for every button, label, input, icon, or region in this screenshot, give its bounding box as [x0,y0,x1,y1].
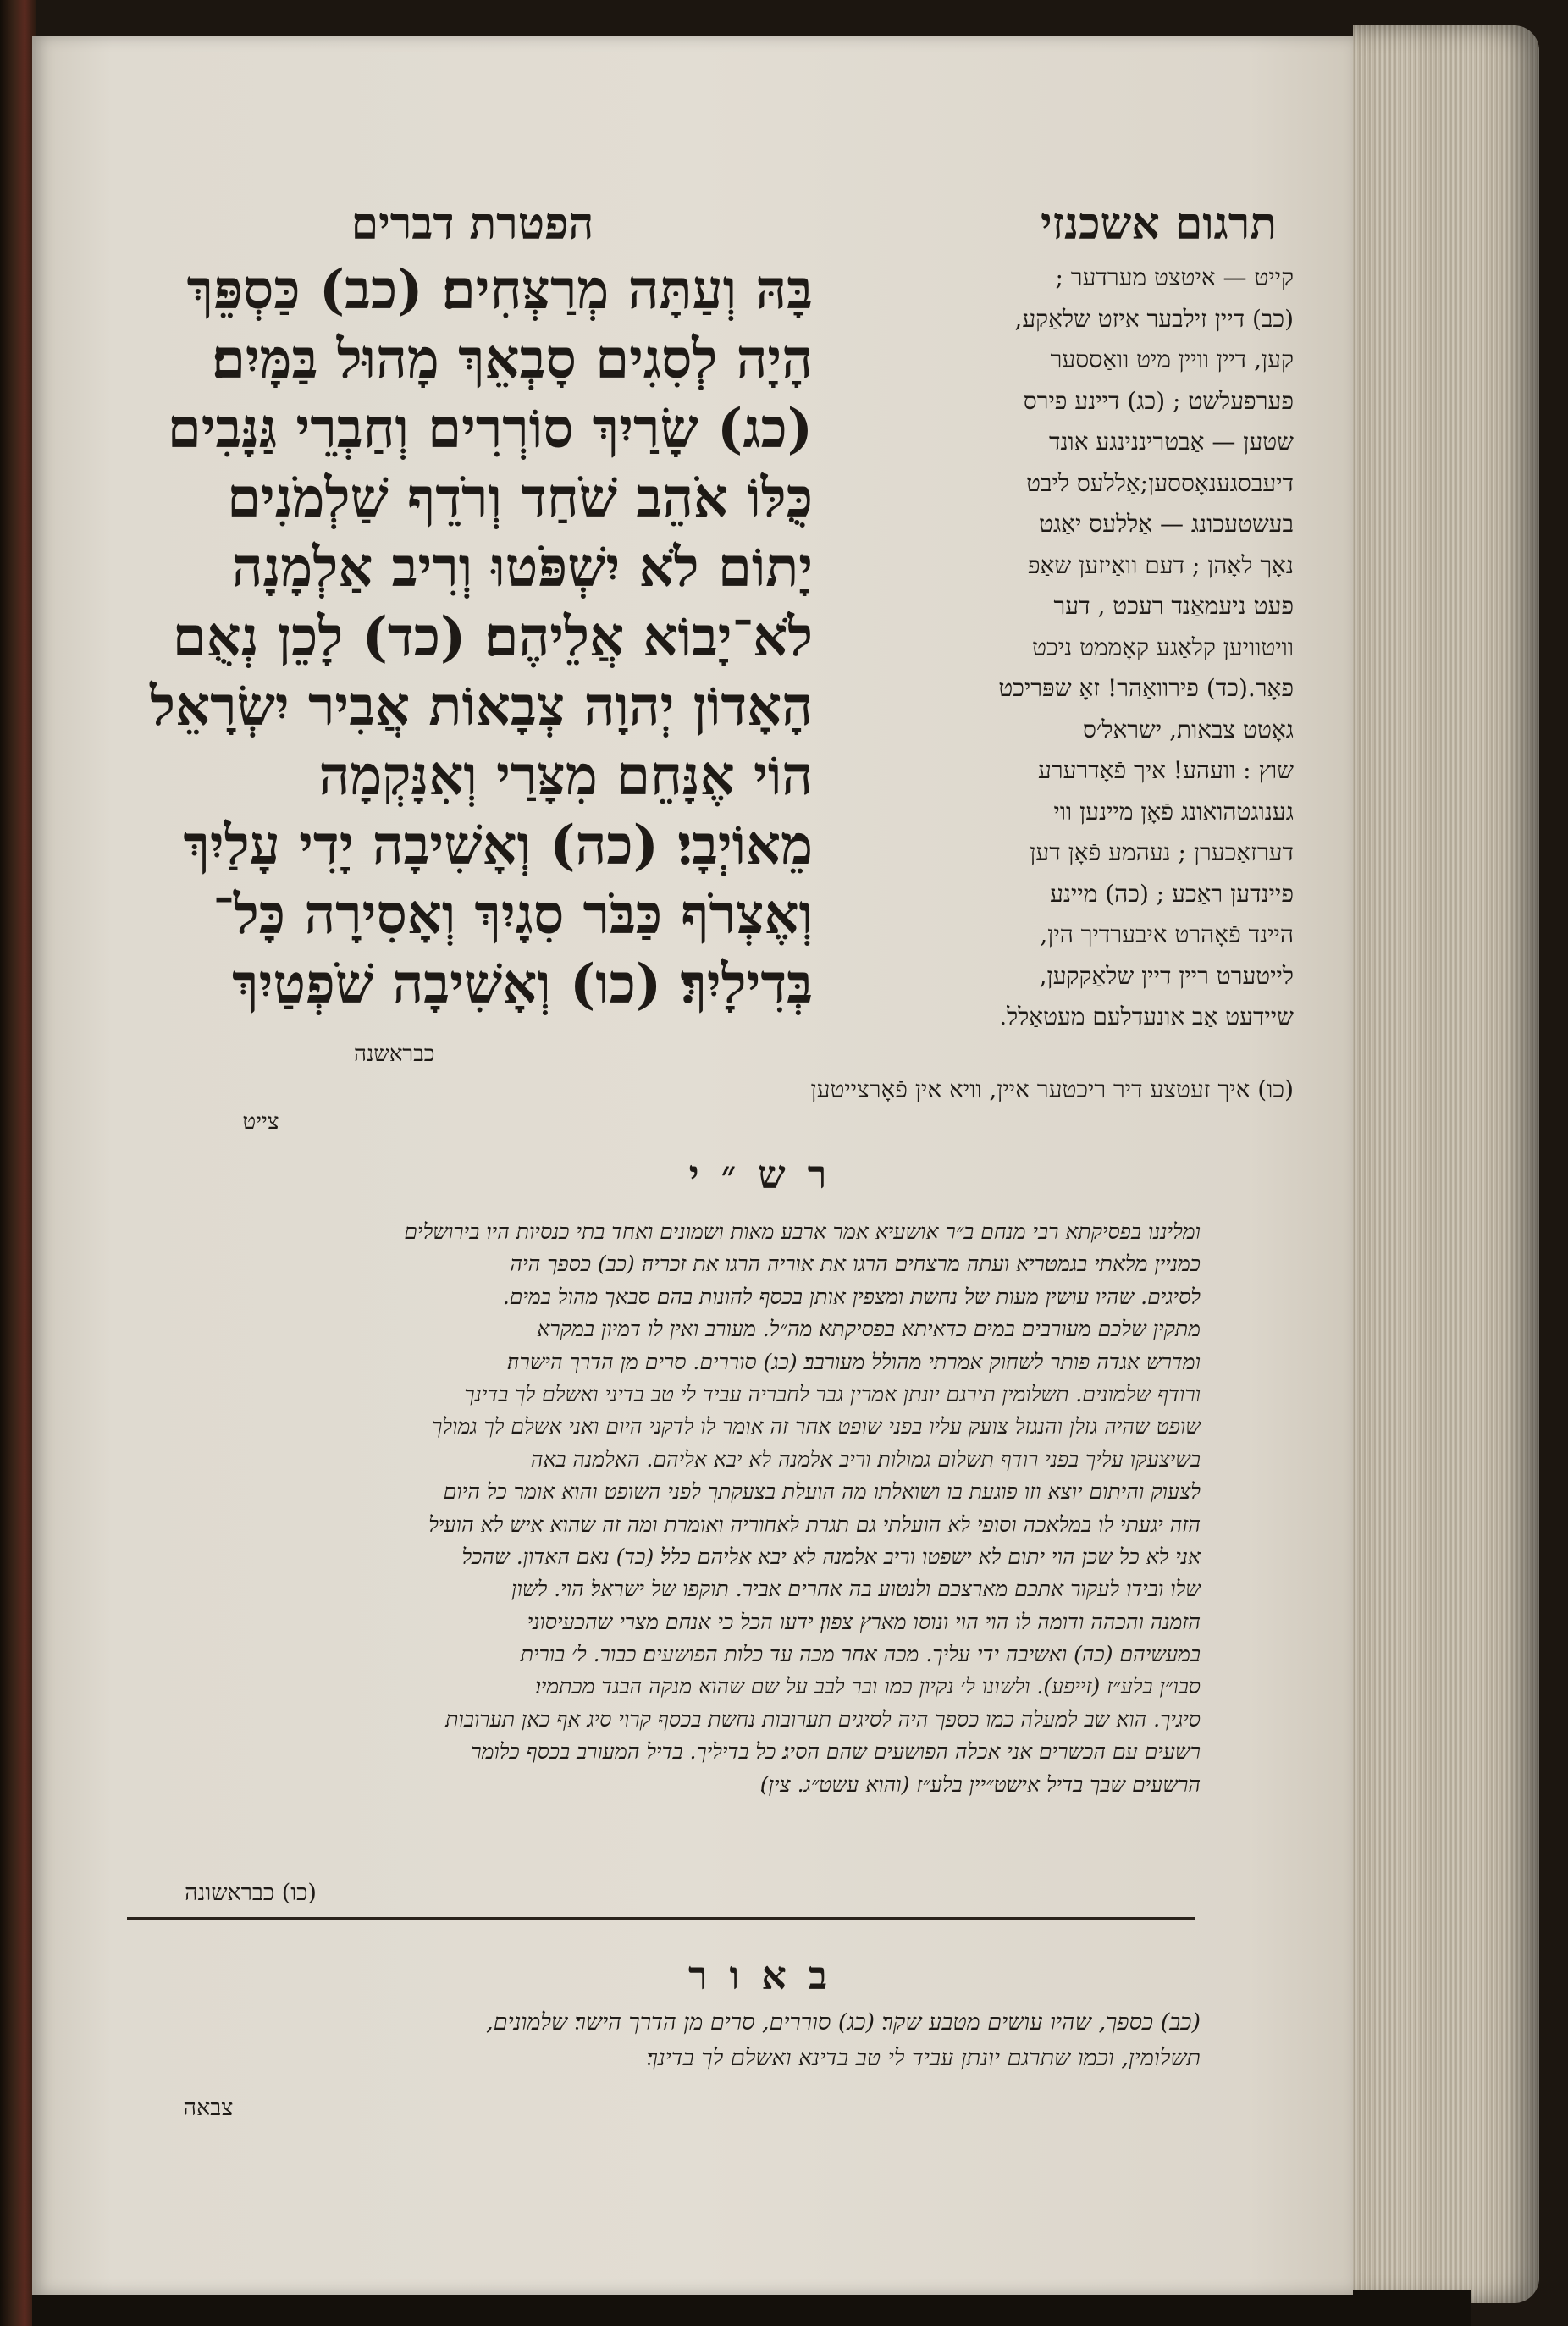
haftarah-hebrew-text [150,256,813,1102]
biur-line: (כב) כספך, שהיו עושים מטבע שקר׃ (כג) סוררים, סרים מן הדרך הישר׃ שלמונים, [486,2009,1201,2036]
rashi-line: במעשיהם׃ (כה) ואשיבה ידי עליך. מכה אחר מכה עד כלות הפושעים׃ כבור. ל׳ בורית [520,1642,1201,1667]
translation-line: פיינדען ראַכע ; (כה) מיינע [1050,879,1294,908]
rashi-line: רשעים עם הכשרים אני אכלה הפושעים שהם הסיג׃ כל בדיליך. בדיל המעורב בכסף כלומר [471,1739,1201,1765]
biur-line: תשלומין, וכמו שתרגם יונתן עביד לי טב בדינא ואשלם לך בדינך׃ [646,2045,1201,2071]
rashi-line: הזמנה והכהה ודומה לו הוי הוי ונוסו מארץ צפון׃ ידעו הכל כי אנחם מצרי שהכעיסוני [527,1609,1201,1634]
main-catchword: כבראשנה [354,1041,435,1067]
rashi-line: מתקין שלכם מעורבים במים כדאיתא בפסיקתא׃ מה״ל. מעורב ואין לו דמיון במקרא [537,1317,1201,1342]
translation-line: פערפעלשט ; (כג) דיינע פירס [1023,386,1294,415]
rashi-line: שופט שהיה גזלן והנגזל צועק עליו בפני שופט אחר זה אומר לו לדקני היום ואני אשלם לך גמולך [432,1414,1201,1439]
translation-line: היינד פֿאָהרט איבערדיך הין, [1040,920,1294,948]
translation-line: דיעבסגענאָססען;אַללעס ליבט [1026,468,1294,497]
verse-line: הָיָה לְסִגִים סָבְאֵךְ מָהוּל בַּמָּיִם׃ [211,328,813,391]
translation-full-width-line: (כו) איך זעטצע דיר ריכטער איין, וויא אין פֿאָרצייטען [810,1075,1294,1103]
rashi-line: שלו ובידו לעקור אתכם מארצכם ולנטוע בה אחרים׃ אביר. תוקפו של ישראל׃ הוי. לשון [511,1577,1201,1602]
translation-line: גאָטט צבאות, ישראל׳ס [1083,715,1294,743]
rashi-line: לצעוק והיתום יוצא וזו פוגעת בו ושואלתו מה הועלת בצעקתך לפני השופט והוא אומר כל היום [443,1479,1201,1505]
rashi-line: ורודף שלמונים. תשלומין תירגם יונתן אמרין גבר לחבריה עביד לי טב בדיני ואשלם לך בדינך [464,1381,1201,1406]
translation-line: דערזאַכערן ; נעהמע פֿאָן דען [1030,838,1294,866]
biur-heading: באור [687,1953,850,1998]
biur-catchword: צבאה [183,2095,234,2121]
translation-line: בעשטעכונג — אַללעס יאַגט [1039,510,1294,538]
translation-line: שטען — אַבטריננינגע אונד [1048,428,1294,456]
translation-line: (כב) דיין זילבער איזט שלאַקע, [1014,304,1294,333]
translation-line: קייט — איטצט מערדער ; [1055,263,1294,291]
verse-line: לֹא־יָבוֹא אֲלֵיהֶם׃ (כד) לָכֵן נְאֻם [172,605,813,669]
verse-line: בָּהּ וְעַתָּה מְרַצְּחִים׃ (כב) כַּסְפֵּךְ [186,258,813,322]
rashi-heading: רש״י [688,1152,849,1197]
translation-line: וויטוויען קלאַגע קאָממט ניכט [1032,633,1294,661]
rashi-line: ומדרש אגדה פותר לשחוק אמרתי מהולל מעורבב׃ (כג) סוררים. סרים מן הדרך הישרה׃ [506,1349,1201,1374]
translation-line: פאָר.(כד) פירוואַהר! זאָ שפּריכט [998,674,1294,702]
rashi-line: סבו״ן בלע״ז (זייפע). ולשונו ל׳ נקיון כמו ובר לבב על שם שהוא מנקה הבגד מכתמיו׃ [535,1674,1201,1699]
verse-line: הוֹי אֶנָּחֵם מִצָּרַי וְאִנָּקְמָה [318,744,813,808]
rashi-line: ומליננו בפסיקתא רבי מנחם ב״ר אושעיא אמר ארבע מאות ושמונים ואחד בתי כנסיות היו בירושלים [404,1219,1201,1244]
book-page [32,36,1353,2295]
verse-line: (כג) שָׂרַיִךְ סוֹרְרִים וְחַבְרֵי גַּנָּבִים [167,397,813,461]
running-header-right: תרגום אשכנזי [1041,198,1277,250]
translation-catchword: צייט [242,1109,279,1135]
translation-line: לייטערט ריין דיין שלאַקקען, [1039,961,1294,990]
verse-line: כֻּלּוֹ אֹהֵב שֹׁחַד וְרֹדֵף שַׁלְמֹנִים [227,467,813,530]
translation-line: נאָך לאָהן ; דעם וואַיזען שאַפ [1027,550,1294,579]
rashi-line: לסיגים. שהיו עושין מעות של נחשת ומצפין אותן בכסף להונות בהם׃ סבאך מהול במים. [502,1284,1201,1309]
rashi-line: אני לא כל שכן הוי יתום לא ישפטו וריב אלמנה לא יבא אליהם כלל׃ (כד) נאם האדון. שהכל [461,1544,1201,1569]
rashi-line: הזה יגעתי לו במלאכה וסופי לא הועלתי גם תגרת לאחוריה ואומרת ומה זה שהוא איש לא הועיל [428,1511,1201,1537]
translation-line: קען, דיין וויין מיט וואַססער [1050,345,1294,373]
rashi-commentary [132,1216,1201,1878]
verse-line: יָתוֹם לֹא יִשְׁפֹּטוּ וְרִיב אַלְמָנָה [231,536,813,599]
translation-line: שוץ : וועהע! איך פֿאָדרערע [1037,756,1294,784]
verse-line: הָאָדוֹן יְהוָה צְבָאוֹת אֲבִיר יִשְׂרָאֵל [150,675,813,738]
section-divider [127,1917,1195,1920]
translation-line: שיידעט אַב אונעדלעם מעטאַלל. [999,1003,1294,1030]
rashi-line: סיגיך. הוא שב למעלה כמו כספך היה לסיגים תערובות נחשת בכסף קרוי סיג אף כאן תערובות [445,1706,1201,1732]
rashi-line: הרשעים שבך בדיל אישט״יין בלע״ז (והוא עשט״ג. צין)׃ [759,1771,1201,1797]
background-shadow [32,2290,1471,2326]
rashi-catchword: (כו) כבראשונה [185,1880,317,1906]
running-header-left: הפטרת דברים [351,198,594,250]
translation-line: פעט ניעמאַנד רעכט , דער [1053,592,1294,620]
biur-commentary [132,2005,1201,2098]
verse-line: מֵאוֹיְבָי׃ (כה) וְאָשִׁיבָה יָדִי עָלַיִךְ [183,814,813,877]
verse-line: וְאֶצְרֹף כַּבֹּר סִגָיִךְ וְאָסִירָה כָּל־ [213,883,813,947]
german-translation-column [835,257,1294,1087]
page-edges [1353,25,1539,2303]
rashi-line: כמניין מלאתי בגמטריא ועתה מרצחים הרגו את אוריה הרגו את זכריה׃ (כב) כספך היה [510,1251,1201,1277]
book-spine [0,0,36,2326]
rashi-line: בשיצעקו עליך בפני רודף תשלום גמולות׃ וריב אלמנה לא יבא אליהם. האלמנה באה [530,1446,1201,1472]
translation-line: גענוגטהואונג פֿאָן מיינען ווי [1053,797,1294,826]
verse-line: בְּדִילָיִךְ׃ (כו) וְאָשִׁיבָה שֹׁפְטַיִךְ [232,953,813,1016]
